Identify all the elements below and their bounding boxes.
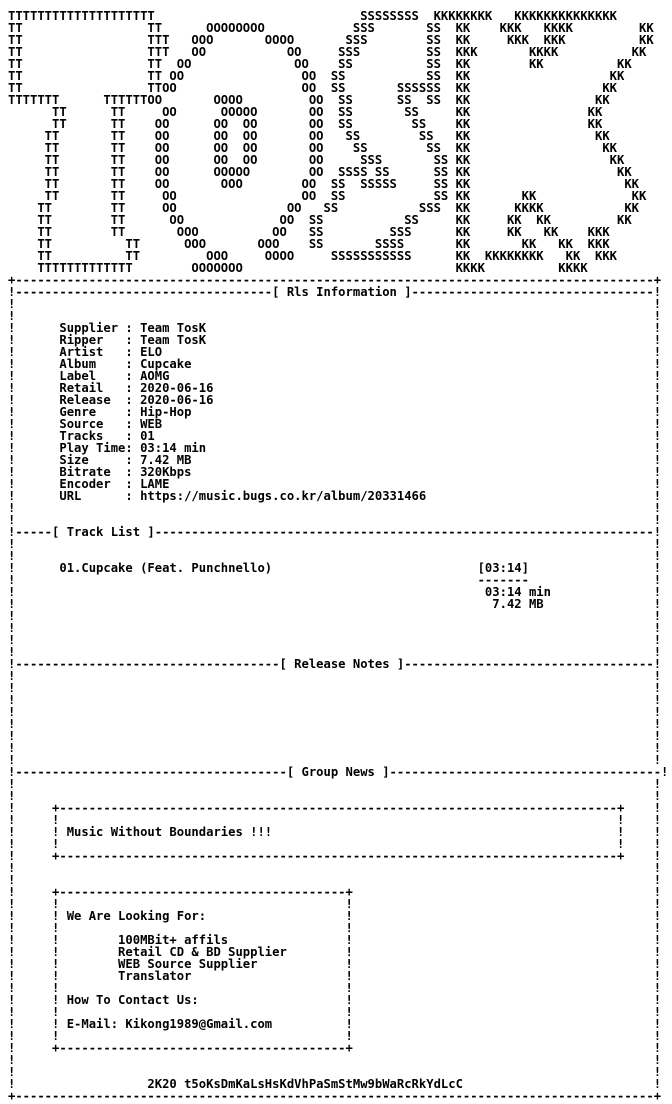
nfo-text: TTTTTTTTTTTTTTTTTTTT SSSSSSSS KKKKKKKK KKKKKKKKKKKKKK TT TT OOOOOOOO SSS SS KK KKK KKKK KK TT TTT OOO OOOO SSS SS KK KKK KKK KK TT TTT OO OO SSS SS KKK KKKK KK TT TT OO OO SS SS KK KK KK TT TT OO OO SS SS KK KK TT TTOO OO SS SSSSSS KK KK TTTTTTT TTTTTTOO OOOO OO SS SS SS KK KK TT TT OO OOOOO OO SS SS KK KK TT TT OO OO OO OO SS SS KK KK TT TT OO OO OO OO SS SS KK KK TT TT OO OO OO OO SS SS KK KK TT TT OO OO OO OO SSS SS KK KK TT TT OO OOOOO OO SSSS SS SS KK KK TT TT OO OOO OO SS SSSSS SS KK KK TT TT OO OO SS SS KK KK KK TT TT OO OO SS SSS KK KKKK KK TT TT OO OO SS SS KK KK KK KK TT TT OOO OO SS SSS KK KK KK KKK TT TT OOO OOO SS SSSS KK KK KK KKK TT TT OOO OOOO SSSSSSSSSSS KK KKKKKKKK KK KKK TTTTTTTTTTTTT OOOOOOO KKKK KKKK +---------------------------------------------------------------------------------------+ !-----------------------------------[ Rls Information ]---------------------------------! ! ! ! ! ! Supplier : Team TosK ! ! Ripper : Team TosK ! ! Artist : ELO ! ! Album : Cupcake ! ! Label : AOMG ! ! Retail : 2020-06-16 ! ! Release : 2020-06-16 ! ! Genre : Hip-Hop ! ! Source : WEB ! ! Tracks : 01 ! ! Play Time: 03:14 min ! ! Size : 7.42 MB ! ! Bitrate : 320Kbps ! ! Encoder : LAME ! ! URL : https://music.bugs.co.kr/album/20331466 ! ! ! ! ! !-----[ Track List ]--------------------------------------------------------------------! ! ! ! ! ! 01.Cupcake (Feat. Punchnello) [03:14] ! ! ------- ! ! 03:14 min ! ! 7.42 MB ! ! ! ! ! ! ! ! ! !------------------------------------[ Release Notes ]----------------------------------! ! ! ! ! ! ! ! ! ! ! ! ! ! ! ! ! !-------------------------------------[ Group News ]-------------------------------------! ! ! ! ! ! +----------------------------------------------------------------------------+ ! ! ! ! ! ! ! Music Without Boundaries !!! ! ! ! ! ! ! ! +----------------------------------------------------------------------------+ ! ! ! ! ! ! +---------------------------------------+ ! ! ! ! ! ! ! We Are Looking For: ! ! ! ! ! ! ! ! 100MBit+ affils ! ! ! ! Retail CD & BD Supplier ! ! ! ! WEB Source Supplier ! ! ! ! Translator ! ! ! ! ! ! ! ! How To Contact Us: ! ! ! ! ! ! ! ! E-Mail: Kikong1989@Gmail.com ! ! ! ! ! ! ! +---------------------------------------+ ! ! ! ! ! ! 2K20 t5oKsDmKaLsHsKdVhPaSmStMw9bWaRcRkYdLcC ! +---------------------------------------------------------------------------------------+ [8, 9, 669, 1103]
